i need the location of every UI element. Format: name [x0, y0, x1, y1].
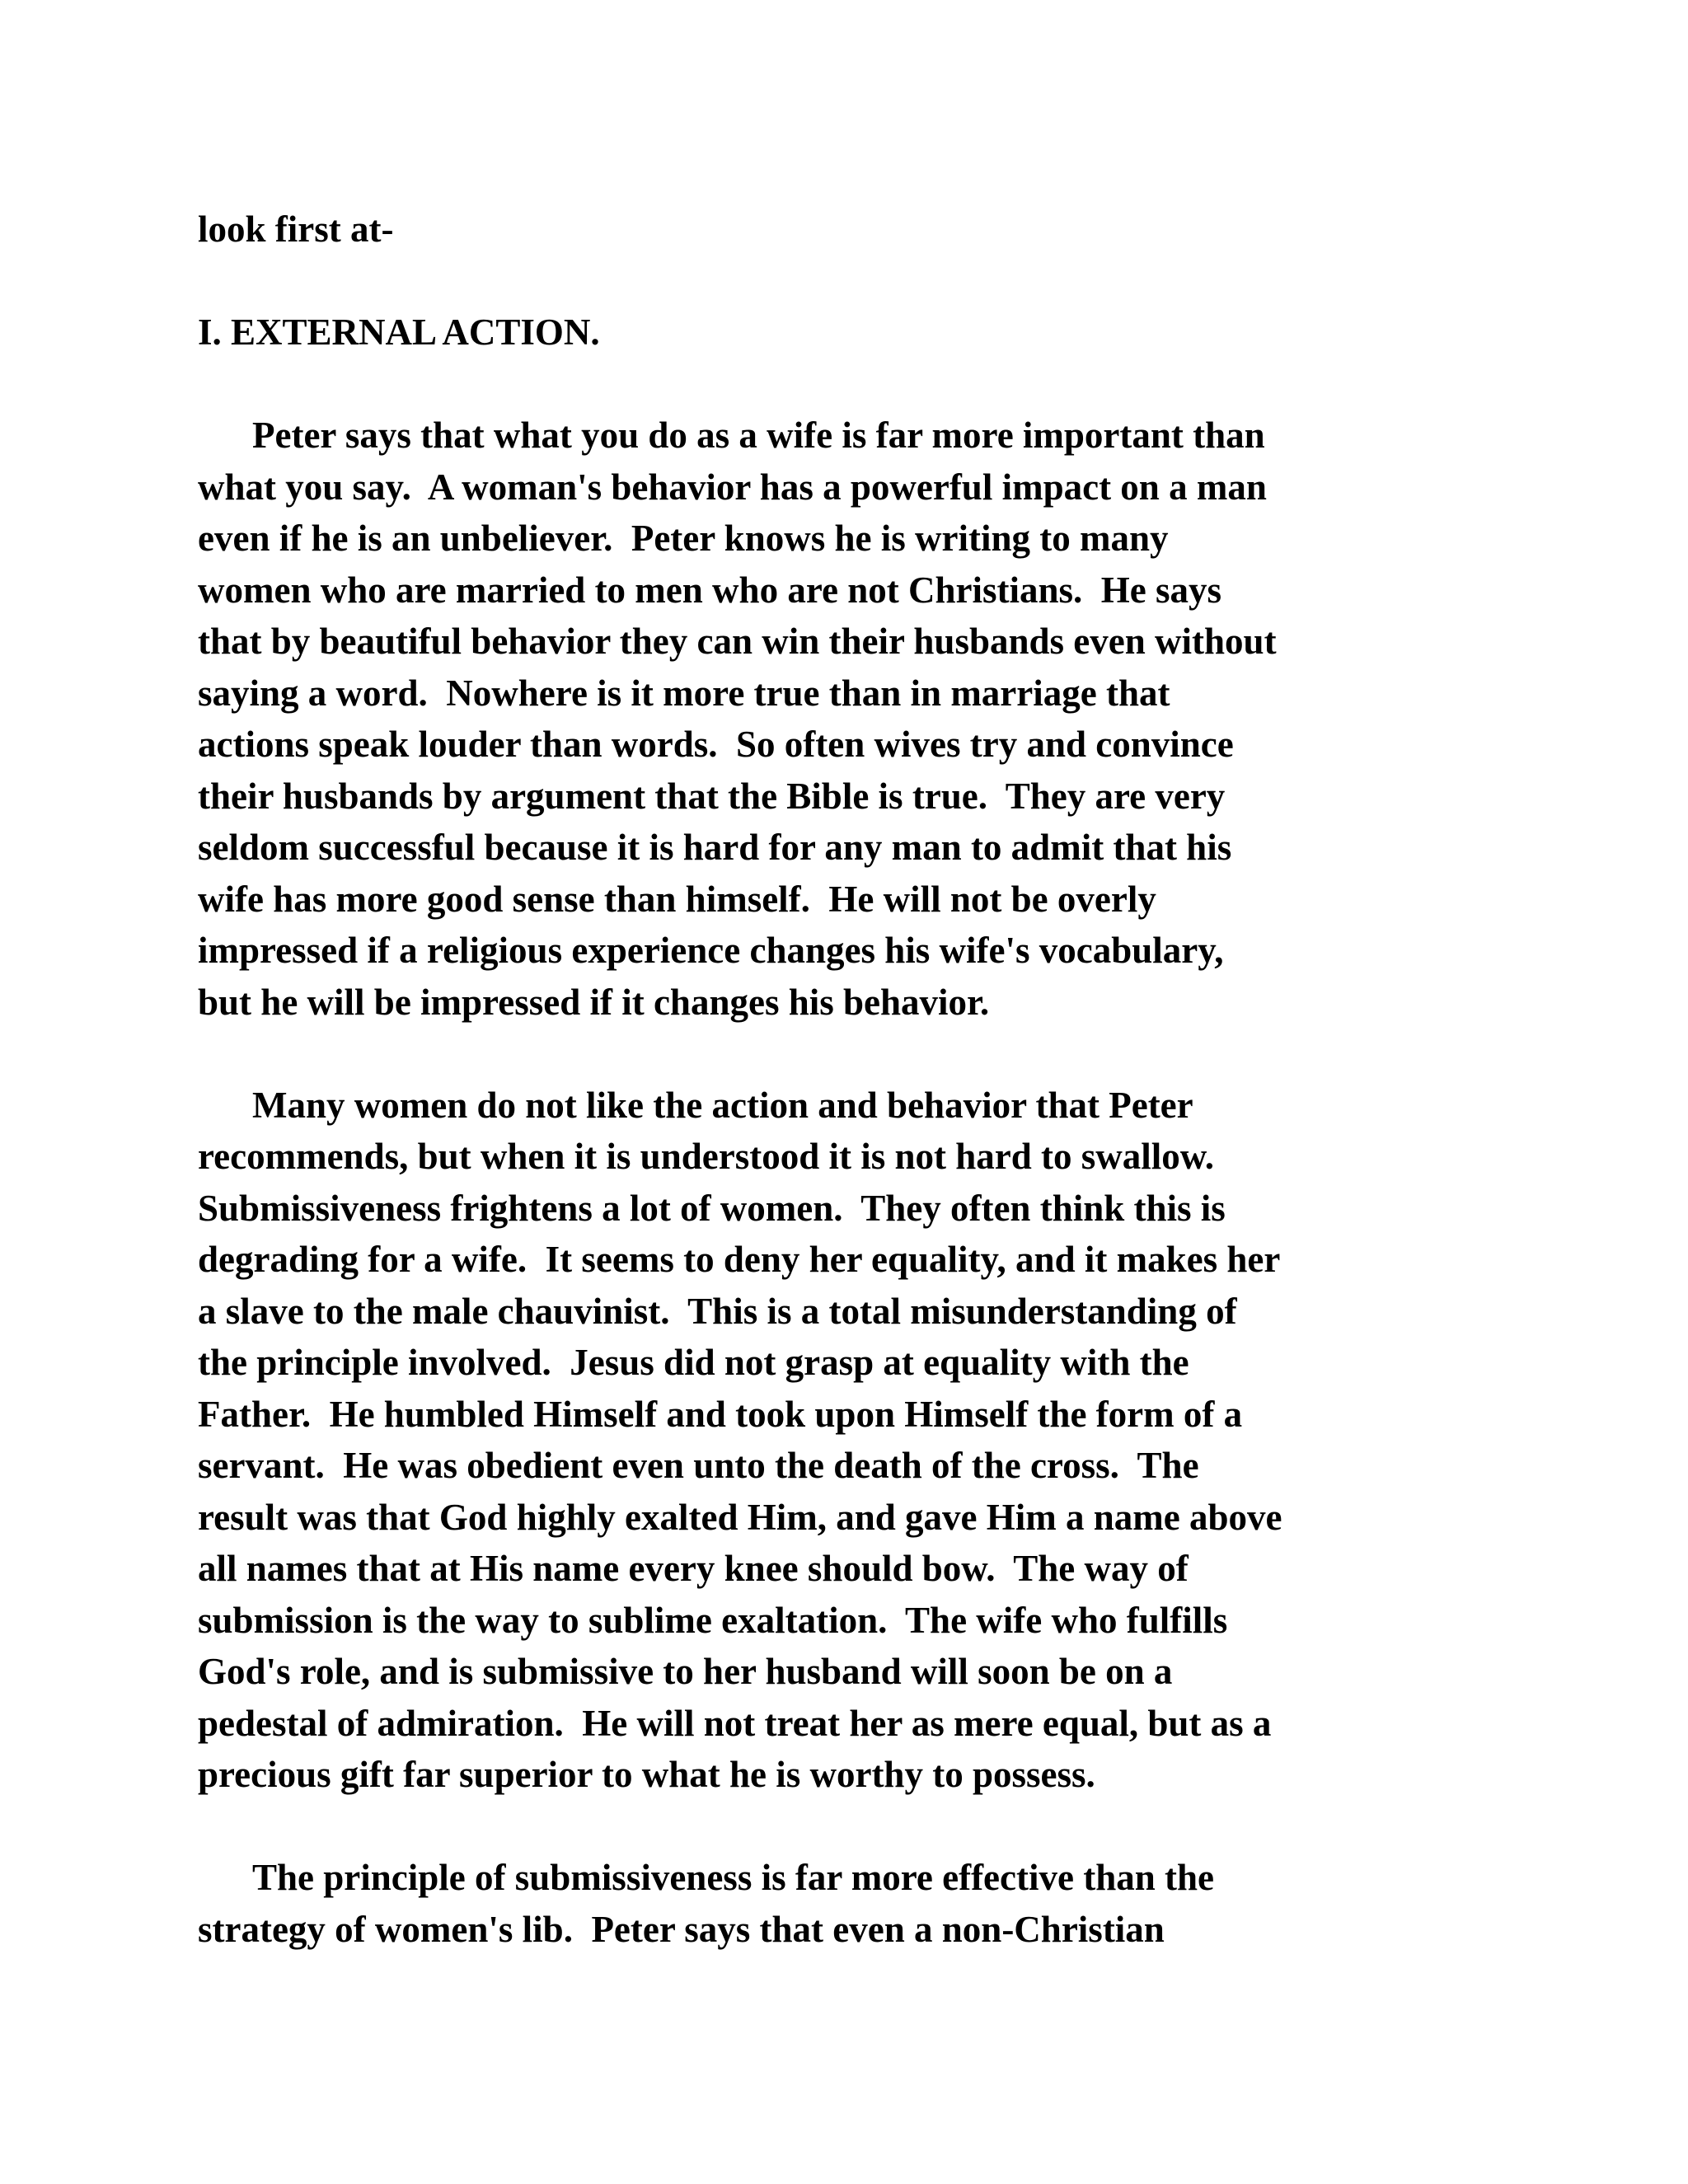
- paragraph-line: result was that God highly exalted Him, and gave Him a name above: [198, 1496, 1282, 1538]
- paragraph-line: submission is the way to sublime exaltation. The wife who fulfills: [198, 1599, 1228, 1641]
- paragraph-line: Many women do not like the action and behavior that Peter: [252, 1084, 1193, 1126]
- paragraph-line: a slave to the male chauvinist. This is a total misunderstanding of: [198, 1290, 1237, 1332]
- paragraph-line: degrading for a wife. It seems to deny her equality, and it makes her: [198, 1239, 1281, 1280]
- blank-line: [198, 1801, 1484, 1853]
- paragraph-line: saying a word. Nowhere is it more true than in marriage that: [198, 672, 1170, 714]
- blank-line: [198, 1028, 1484, 1080]
- paragraph-line: their husbands by argument that the Bible is true. They are very: [198, 775, 1226, 817]
- paragraph-line: wife has more good sense than himself. He will not be overly: [198, 878, 1156, 920]
- paragraph-1: [198, 410, 1484, 1028]
- paragraph-line: actions speak louder than words. So often wives try and convince: [198, 724, 1234, 765]
- blank-line: [198, 255, 1484, 307]
- paragraph-line: strategy of women's lib. Peter says that even a non-Christian: [198, 1908, 1165, 1950]
- paragraph-line: Peter says that what you do as a wife is far more important than: [252, 415, 1265, 456]
- paragraph-line: Submissiveness frightens a lot of women. They often think this is: [198, 1187, 1226, 1229]
- paragraph-line: recommends, but when it is understood it is not hard to swallow.: [198, 1136, 1215, 1177]
- paragraph-line: even if he is an unbeliever. Peter knows he is writing to many: [198, 518, 1169, 559]
- paragraph-line: servant. He was obedient even unto the death of the cross. The: [198, 1445, 1199, 1486]
- paragraph-line: impressed if a religious experience changes his wife's vocabulary,: [198, 930, 1224, 971]
- section-heading: I. EXTERNAL ACTION.: [198, 312, 600, 353]
- paragraph-2: [198, 1080, 1484, 1801]
- document-body: [198, 204, 1484, 1955]
- blank-line: [198, 359, 1484, 410]
- paragraph-line: what you say. A woman's behavior has a powerful impact on a man: [198, 466, 1267, 508]
- paragraph-line: that by beautiful behavior they can win their husbands even without: [198, 621, 1277, 662]
- paragraph-line: seldom successful because it is hard for any man to admit that his: [198, 827, 1232, 868]
- paragraph-line: Father. He humbled Himself and took upon Himself the form of a: [198, 1393, 1243, 1435]
- paragraph-line: God's role, and is submissive to her husband will soon be on a: [198, 1651, 1173, 1692]
- paragraph-line: pedestal of admiration. He will not treat her as mere equal, but as a: [198, 1702, 1272, 1744]
- paragraph-line: women who are married to men who are not Christians. He says: [198, 569, 1222, 611]
- paragraph-line: the principle involved. Jesus did not grasp at equality with the: [198, 1342, 1189, 1383]
- paragraph-line: The principle of submissiveness is far more effective than the: [252, 1857, 1214, 1898]
- paragraph-3: [198, 1852, 1484, 1955]
- paragraph-line: but he will be impressed if it changes his behavior.: [198, 981, 990, 1023]
- intro-line: look first at-: [198, 209, 394, 250]
- paragraph-line: precious gift far superior to what he is worthy to possess.: [198, 1754, 1095, 1795]
- paragraph-line: all names that at His name every knee should bow. The way of: [198, 1548, 1189, 1589]
